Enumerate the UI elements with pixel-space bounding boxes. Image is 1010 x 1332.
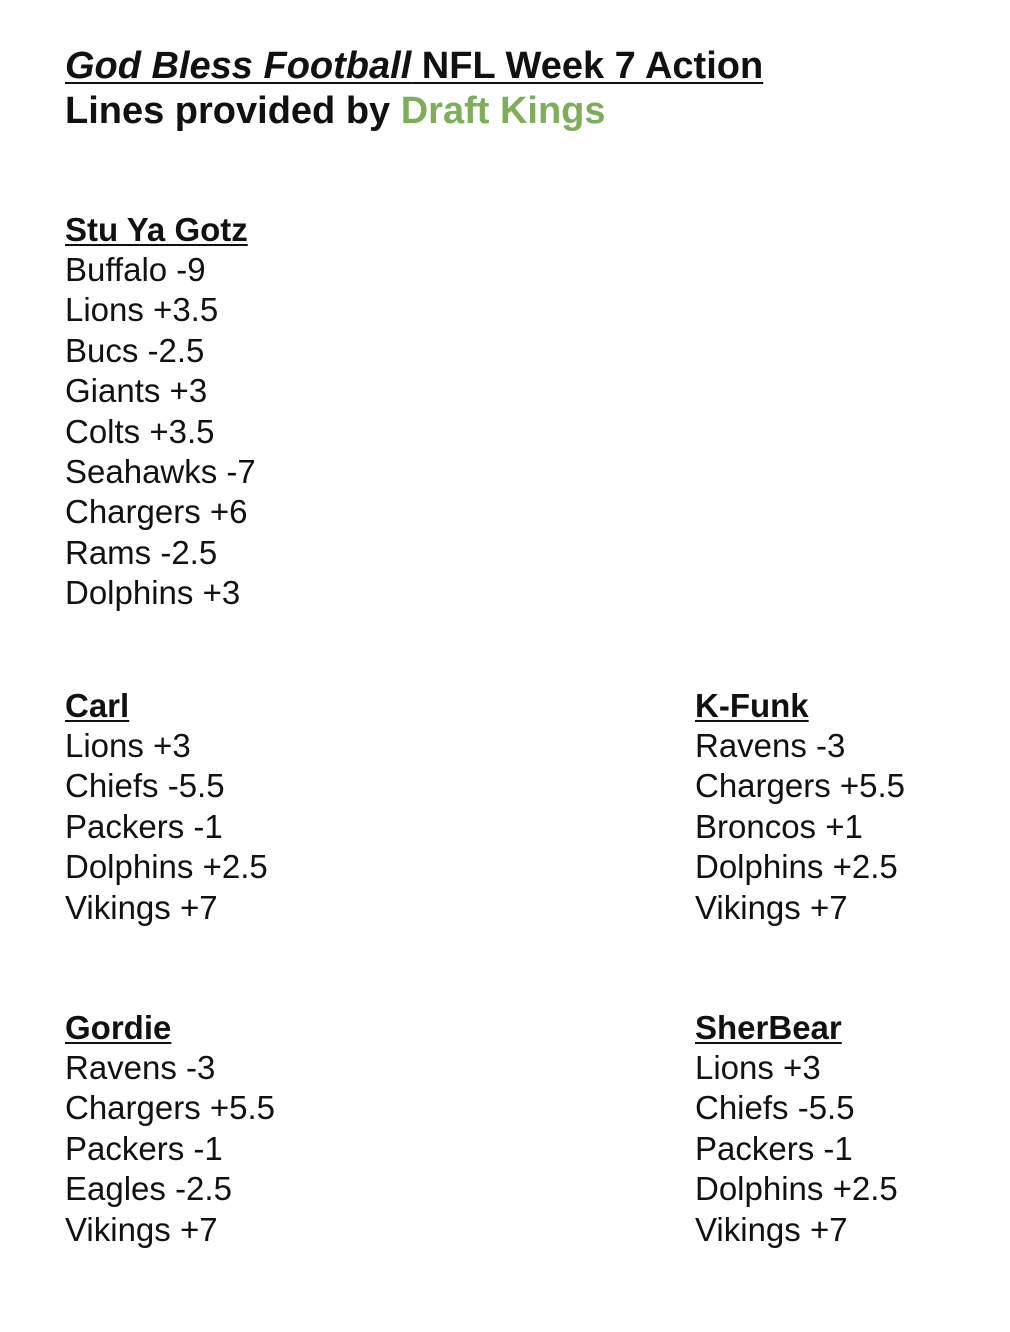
pick-item: Packers -1 (695, 1129, 853, 1167)
pick-list (695, 1048, 898, 1250)
show-name: God Bless Football (65, 45, 412, 87)
pick-item: Chiefs -5.5 (65, 767, 225, 805)
bettor-block-gordie (65, 1008, 275, 1250)
bettor-name: Stu Ya Gotz (65, 211, 248, 248)
pick-list (695, 726, 905, 928)
lines-provider: Draft Kings (400, 90, 606, 132)
pick-list (65, 1048, 275, 1250)
pick-item: Buffalo -9 (65, 251, 206, 288)
bettor-block-sherbear (695, 1008, 898, 1250)
pick-item: Vikings +7 (65, 1210, 218, 1248)
pick-item: Ravens -3 (65, 1049, 216, 1086)
title-rest: NFL Week 7 Action (411, 45, 764, 87)
pick-item: Eagles -2.5 (65, 1170, 232, 1208)
bettor-block-stu-ya-gotz (65, 210, 256, 614)
pick-item: Giants +3 (65, 372, 208, 410)
pick-item: Ravens -3 (695, 727, 846, 764)
pick-list (65, 726, 268, 928)
pick-item: Seahawks -7 (65, 453, 256, 491)
subtitle-prefix: Lines provided by (65, 90, 401, 132)
pick-item: Dolphins +2.5 (695, 848, 898, 886)
pick-item: Vikings +7 (695, 1210, 848, 1248)
pick-item: Chargers +5.5 (695, 767, 906, 805)
pick-item: Colts +3.5 (65, 412, 215, 450)
pick-item: Bucs -2.5 (65, 331, 205, 369)
pick-item: Chiefs -5.5 (695, 1089, 855, 1127)
pick-item: Dolphins +2.5 (695, 1170, 898, 1208)
pick-item: Rams -2.5 (65, 533, 218, 571)
pick-item: Packers -1 (65, 807, 223, 845)
pick-list (65, 250, 256, 614)
pick-item: Lions +3 (695, 1049, 821, 1086)
pick-item: Vikings +7 (65, 888, 218, 926)
page-subtitle (65, 89, 965, 134)
document-header (65, 44, 965, 134)
bettor-name: SherBear (695, 1009, 842, 1046)
bettor-block-carl (65, 686, 268, 928)
pick-item: Lions +3 (65, 727, 191, 764)
pick-item: Dolphins +3 (65, 574, 241, 612)
pick-item: Broncos +1 (695, 807, 863, 845)
bettor-name: K-Funk (695, 687, 809, 724)
pick-item: Vikings +7 (695, 888, 848, 926)
pick-item: Dolphins +2.5 (65, 848, 268, 886)
bettor-name: Gordie (65, 1009, 172, 1046)
pick-item: Chargers +5.5 (65, 1089, 276, 1127)
bettor-block-k-funk (695, 686, 905, 928)
pick-item: Packers -1 (65, 1129, 223, 1167)
pick-item: Lions +3.5 (65, 291, 219, 329)
pick-item: Chargers +6 (65, 493, 248, 531)
page-title (65, 44, 965, 89)
bettor-name: Carl (65, 687, 130, 724)
